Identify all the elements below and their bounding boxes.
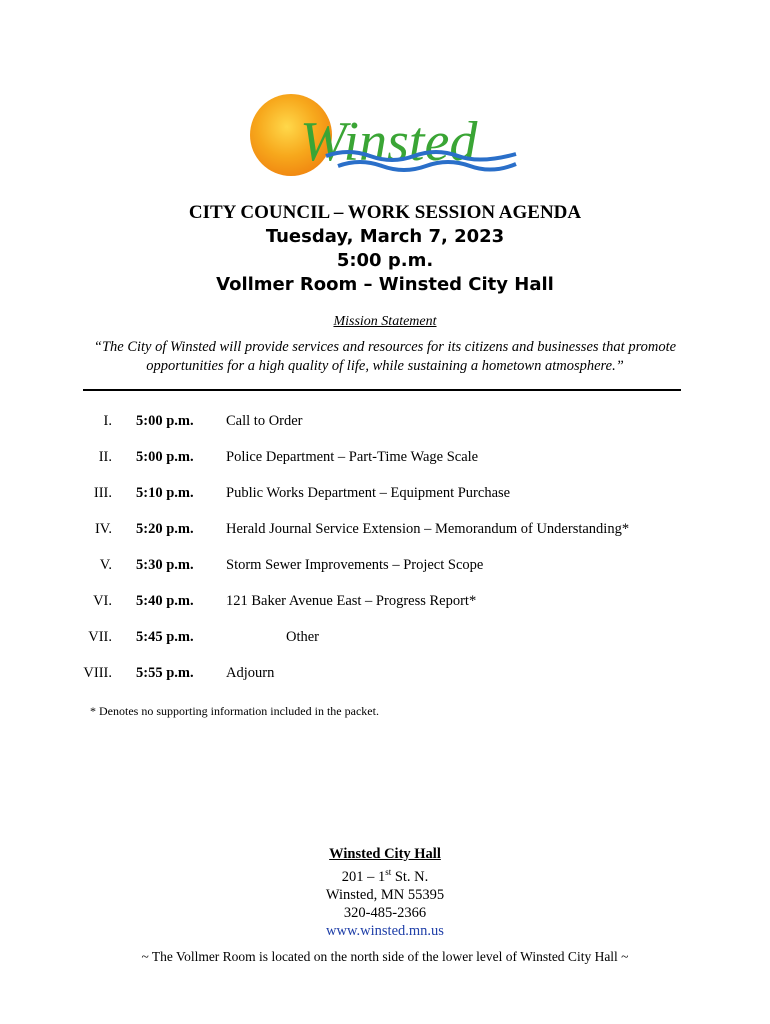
agenda-list <box>60 410 700 698</box>
item-number: IV. <box>94 521 112 537</box>
item-title: Call to Order <box>226 413 303 429</box>
street-name: St. N. <box>391 868 429 885</box>
item-time: 5:00 p.m. <box>136 449 194 465</box>
location-note: ~ The Vollmer Room is located on the north side of the lower level of Winsted City Hall ~ <box>141 949 629 964</box>
item-title: Public Works Department – Equipment Purchase <box>226 485 511 501</box>
item-time: 5:00 p.m. <box>136 413 194 429</box>
item-number: I. <box>103 413 112 429</box>
item-title: Police Department – Part-Time Wage Scale <box>226 449 479 465</box>
item-title: Adjourn <box>226 665 275 681</box>
item-title: 121 Baker Avenue East – Progress Report* <box>226 593 477 609</box>
mission-label: Mission Statement <box>333 314 437 329</box>
item-number: II. <box>98 449 112 465</box>
item-number: VI. <box>93 593 112 609</box>
item-time: 5:30 p.m. <box>136 557 194 573</box>
item-time: 5:40 p.m. <box>136 593 194 609</box>
item-number: VII. <box>88 629 112 645</box>
agenda-item <box>60 482 700 518</box>
street-number: 201 – 1 <box>341 868 386 885</box>
item-number: VIII. <box>83 665 112 681</box>
item-number: V. <box>99 557 112 573</box>
item-title: Storm Sewer Improvements – Project Scope <box>226 557 484 573</box>
item-number: III. <box>93 485 112 501</box>
street-address <box>0 863 770 886</box>
item-time: 5:10 p.m. <box>136 485 194 501</box>
winsted-logo <box>248 90 523 182</box>
item-title: Other <box>286 629 320 645</box>
agenda-item <box>60 410 700 446</box>
logo-wordmark: Winsted <box>300 111 478 173</box>
ordinal-suffix: st <box>385 867 392 877</box>
agenda-item <box>60 554 700 590</box>
item-title: Herald Journal Service Extension – Memorandum of Understanding* <box>226 521 630 537</box>
agenda-item <box>60 590 700 626</box>
meeting-time: 5:00 p.m. <box>336 250 434 271</box>
city-hall-address <box>0 845 770 940</box>
phone-number: 320-485-2366 <box>343 904 427 921</box>
meeting-date: Tuesday, March 7, 2023 <box>265 226 505 247</box>
meeting-location: Vollmer Room – Winsted City Hall <box>216 274 554 295</box>
footer-title: Winsted City Hall <box>329 846 441 862</box>
divider <box>83 389 681 391</box>
agenda-item <box>60 626 700 662</box>
item-time: 5:45 p.m. <box>136 629 194 645</box>
agenda-item <box>60 446 700 482</box>
agenda-title: CITY COUNCIL – WORK SESSION AGENDA <box>188 202 582 223</box>
item-time: 5:55 p.m. <box>136 665 194 681</box>
agenda-item <box>60 518 700 554</box>
item-time: 5:20 p.m. <box>136 521 194 537</box>
mission-statement: “The City of Winsted will provide services and resources for its citizens and businesses that promote opportunities for a high quality of life, while sustaining a hometown atmosphere.” <box>93 339 677 374</box>
website-link[interactable]: www.winsted.mn.us <box>326 922 444 939</box>
agenda-item <box>60 662 700 698</box>
city-state-zip: Winsted, MN 55395 <box>325 886 445 903</box>
footnote: * Denotes no supporting information included in the packet. <box>90 704 379 718</box>
